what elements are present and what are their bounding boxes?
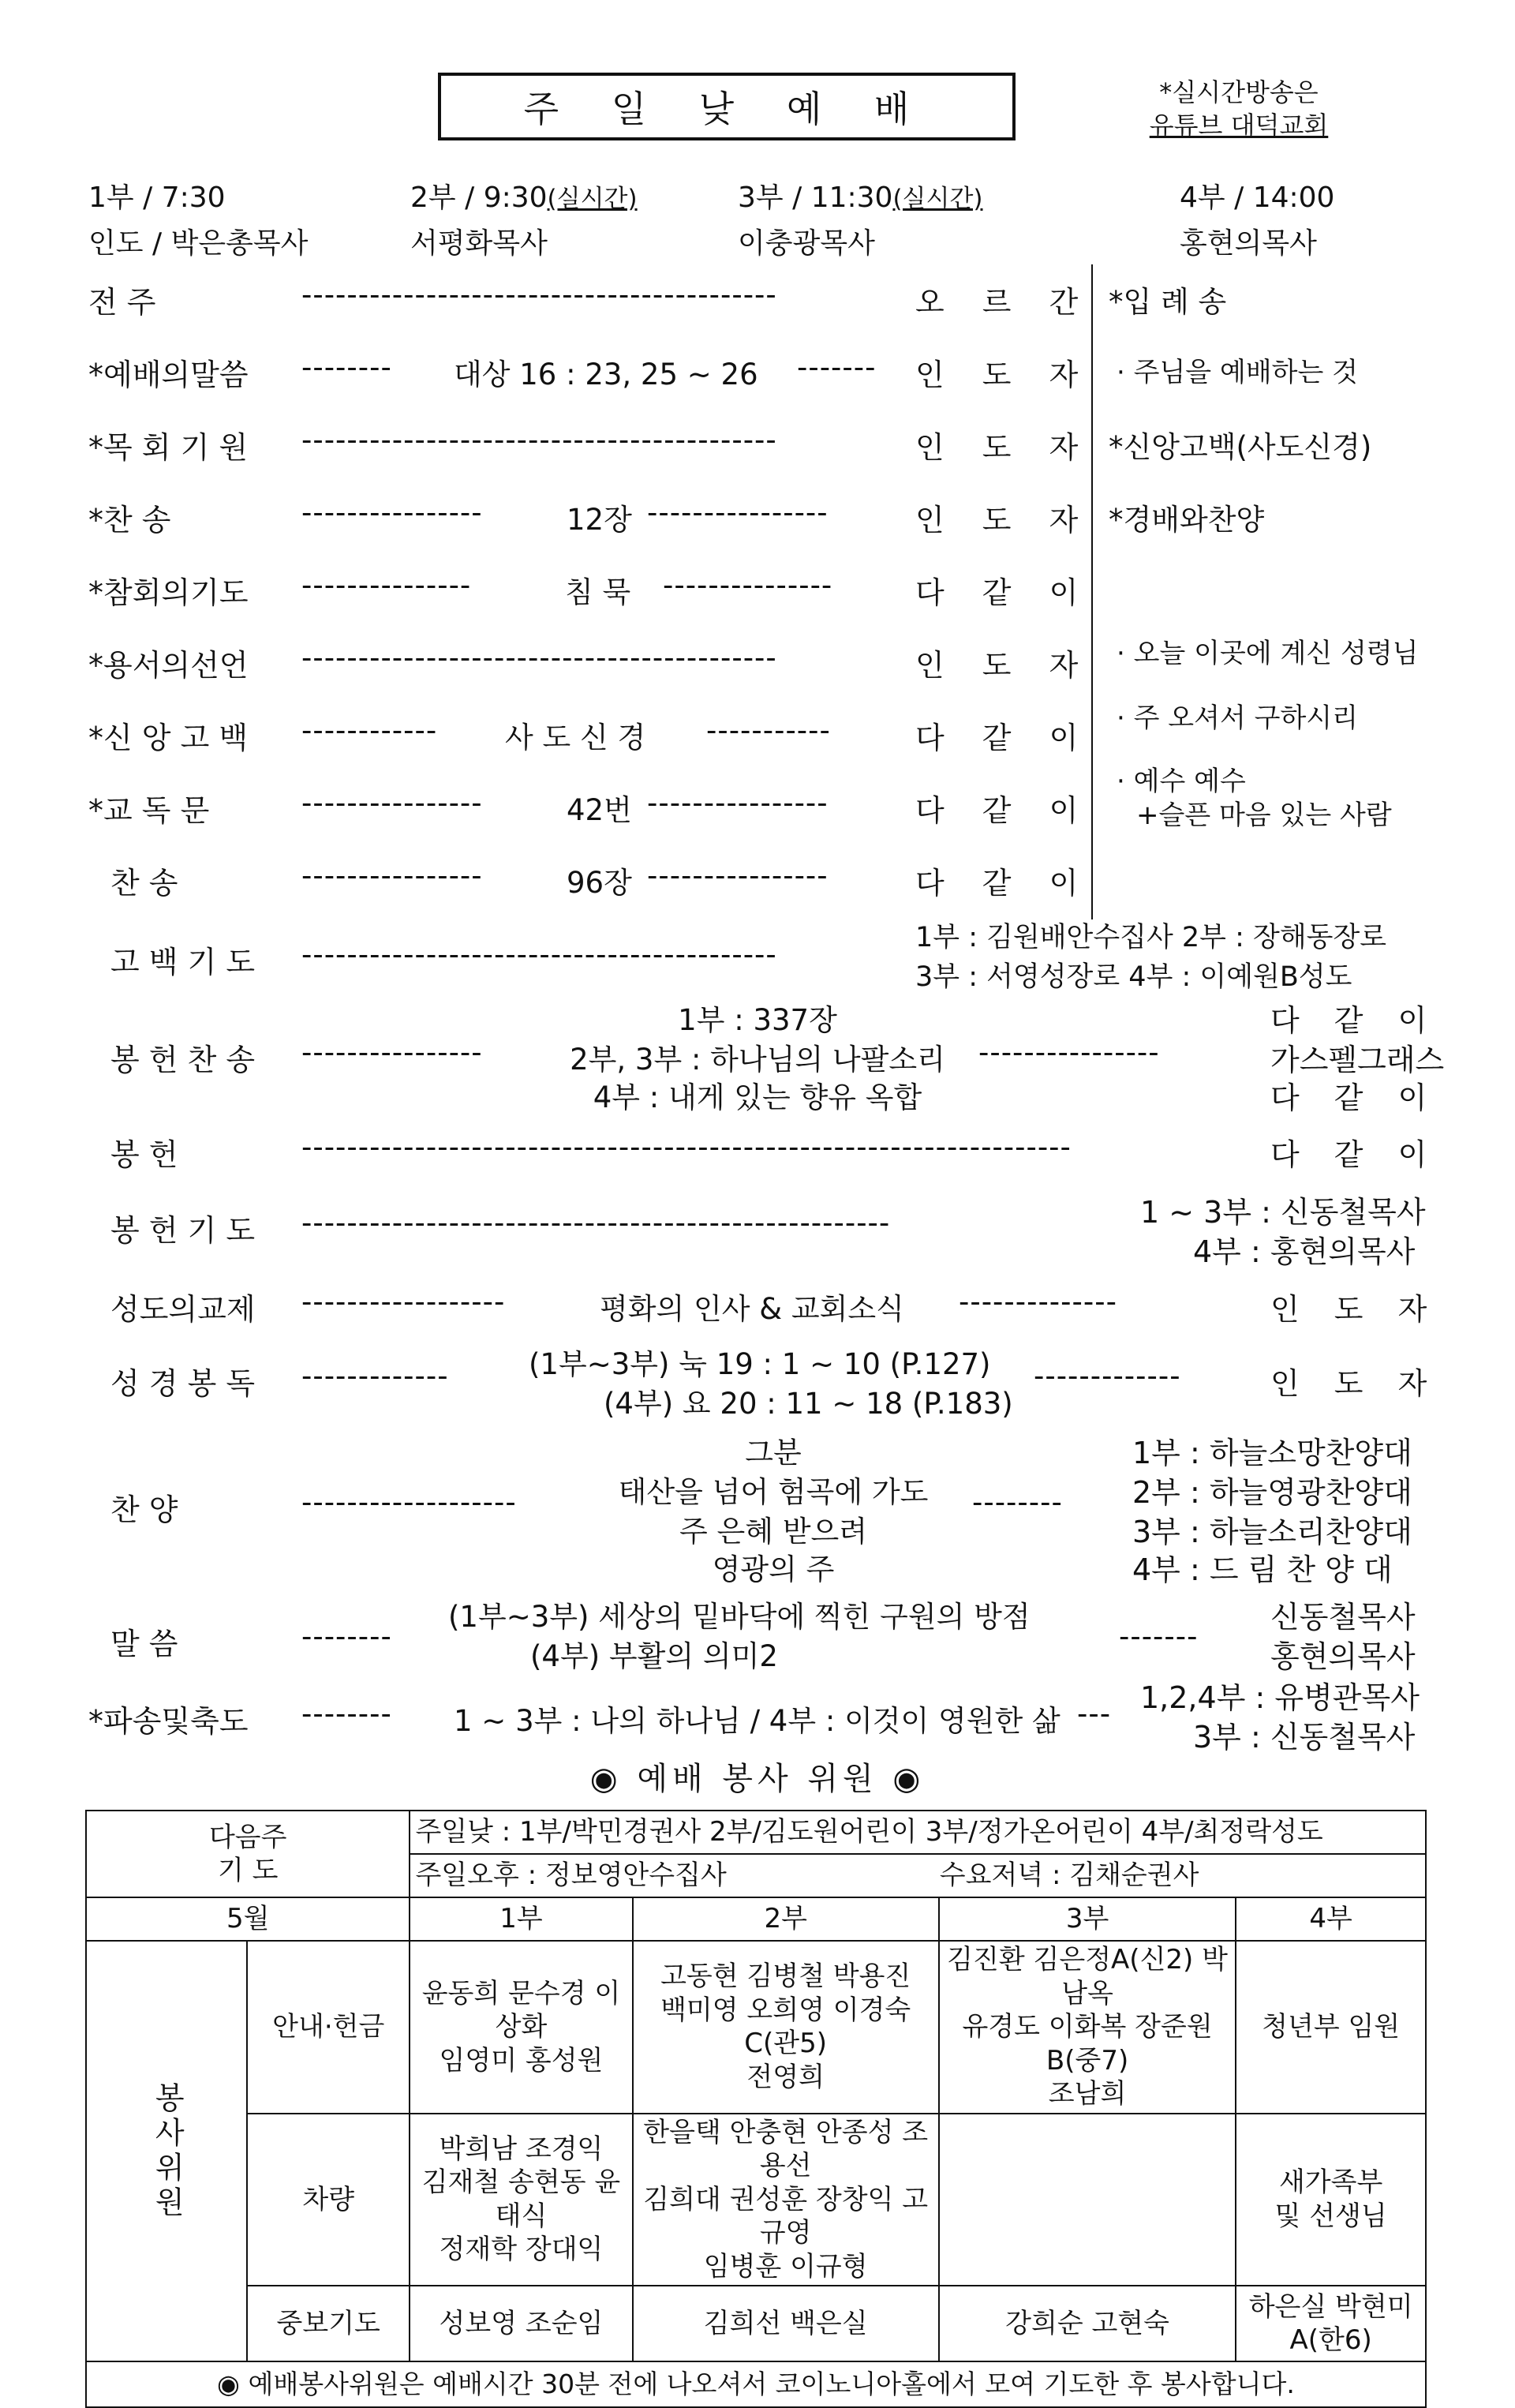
service-1-leader: 인도 / 박은총목사 bbox=[88, 227, 309, 260]
staff-cell: 한을택 안충현 안종성 조용선 김희대 권성훈 장창익 고규영 임병훈 이규형 bbox=[633, 2114, 939, 2286]
choir: 3부 : 하늘소리찬양대 bbox=[1132, 1515, 1412, 1549]
order-dash: --- bbox=[1077, 1697, 1112, 1731]
order-leader: 인 도 자 bbox=[1270, 1292, 1440, 1327]
side-note: · 오늘 이곳에 계신 성령님 bbox=[1117, 638, 1419, 669]
order-label: 전 주 bbox=[88, 285, 156, 320]
order-label: 성도의교제 bbox=[110, 1292, 256, 1327]
side-note: · 주님을 예배하는 것 bbox=[1117, 357, 1358, 388]
live-mark: (실시간) bbox=[892, 185, 983, 213]
order-dash: -------- bbox=[301, 350, 392, 384]
service-2-time: 2부 / 9:30(실시간) bbox=[410, 182, 638, 214]
order-content: 평화의 인사 & 교회소식 bbox=[600, 1292, 904, 1326]
order-leader: 인 도 자 bbox=[915, 358, 1093, 392]
hymn-performer: 가스펠그래스 bbox=[1270, 1043, 1445, 1077]
order-dash: ---------------- bbox=[301, 1035, 483, 1069]
order-dash: ---------------- bbox=[301, 786, 483, 820]
hymn-performer: 다 같 이 bbox=[1270, 1003, 1440, 1038]
staff-cell: 윤동희 문수경 이상화 임영미 홍성원 bbox=[410, 1941, 632, 2114]
order-label: 말 씀 bbox=[110, 1627, 178, 1661]
live-note-line2: 유튜브 대덕교회 bbox=[1149, 110, 1329, 140]
next-prayer-sunday: 주일낮 : 1부/박민경권사 2부/김도원어린이 3부/정가온어린이 4부/최정락성도 bbox=[410, 1811, 1426, 1854]
order-content: 12장 bbox=[567, 503, 632, 537]
order-dash: --------------- bbox=[663, 568, 833, 602]
order-dash: ---------------- bbox=[301, 496, 483, 530]
scripture-line: (1부~3부) 눅 19 : 1 ~ 10 (P.127) bbox=[529, 1347, 991, 1381]
staff-role: 중보기도 bbox=[247, 2286, 410, 2361]
staff-cell: 박희남 조경익 김재철 송현동 윤태식 정재학 장대익 bbox=[410, 2114, 632, 2286]
order-dash: ---------------------------------------------------- bbox=[301, 1206, 891, 1240]
service-2-leader: 서평화목사 bbox=[410, 227, 548, 260]
order-dash: ------------- bbox=[1034, 1359, 1181, 1393]
side-note: *입 례 송 bbox=[1109, 285, 1227, 319]
order-dash: -------------- bbox=[959, 1285, 1117, 1319]
service-1-time: 1부 / 7:30 bbox=[88, 182, 226, 214]
staff-role: 차량 bbox=[247, 2114, 410, 2286]
order-dash: ---------------- bbox=[647, 496, 829, 530]
order-dash: ------------------------------------------ bbox=[301, 278, 777, 312]
staff-group-label: 봉사위원 bbox=[86, 1941, 247, 2361]
service-3-leader: 이충광목사 bbox=[738, 227, 875, 260]
order-label: *용서의선언 bbox=[88, 648, 249, 683]
order-dash: -------- bbox=[301, 1697, 392, 1731]
anthem-line: 그분 bbox=[745, 1436, 802, 1470]
order-leader: 다 같 이 bbox=[915, 721, 1093, 755]
order-dash: ----------- bbox=[706, 713, 831, 747]
order-content: 42번 bbox=[567, 793, 632, 827]
staff-cell: 고동현 김병철 박용진 백미영 오희영 이경숙C(관5) 전영희 bbox=[633, 1941, 939, 2114]
live-note-line1: *실시간방송은 bbox=[1159, 77, 1319, 107]
staff-cell: 강희순 고현숙 bbox=[939, 2286, 1236, 2361]
side-note: +슬픈 마음 있는 사람 bbox=[1136, 800, 1392, 831]
staff-cell bbox=[939, 2114, 1236, 2286]
order-dash: ------------------- bbox=[301, 1485, 517, 1519]
staff-cell: 성보영 조순임 bbox=[410, 2286, 632, 2361]
order-content: 1 ~ 3부 : 나의 하나님 / 4부 : 이것이 영원한 삶 bbox=[454, 1704, 1060, 1738]
order-content: 96장 bbox=[567, 866, 632, 900]
preacher: 홍현의목사 bbox=[1270, 1639, 1416, 1674]
order-dash: ------------------------------------------ bbox=[301, 938, 777, 972]
order-leader: 인 도 자 bbox=[1270, 1366, 1440, 1401]
side-note: *경배와찬양 bbox=[1109, 503, 1265, 537]
order-leader: 다 같 이 bbox=[915, 866, 1093, 901]
order-dash: -------- bbox=[972, 1485, 1063, 1519]
order-label: 성 경 봉 독 bbox=[110, 1366, 256, 1401]
hymn-line: 4부 : 내게 있는 향유 옥합 bbox=[593, 1080, 922, 1114]
service-4-leader: 홍현의목사 bbox=[1180, 227, 1317, 260]
staff-cell: 하은실 박현미A(한6) bbox=[1236, 2286, 1426, 2361]
sermon-title: (4부) 부활의 의미2 bbox=[530, 1639, 778, 1673]
choir: 2부 : 하늘영광찬양대 bbox=[1132, 1475, 1412, 1510]
order-dash: ------------------ bbox=[301, 1285, 506, 1319]
order-label: 찬 송 bbox=[110, 866, 178, 901]
order-leader: 오 르 간 bbox=[915, 285, 1093, 320]
next-prayer-other: 주일오후 : 정보영안수집사 수요저녁 : 김채순권사 bbox=[410, 1854, 1426, 1897]
order-label: *목 회 기 원 bbox=[88, 430, 249, 465]
order-dash: ------------------------------------------ bbox=[301, 641, 777, 675]
staff-cell: 청년부 임원 bbox=[1236, 1941, 1426, 2114]
prayer-leader: 4부 : 홍현의목사 bbox=[1193, 1234, 1416, 1269]
order-label: *파송및축도 bbox=[88, 1704, 249, 1739]
hymn-line: 1부 : 337장 bbox=[678, 1003, 837, 1037]
anthem-line: 영광의 주 bbox=[712, 1552, 835, 1586]
order-label: *참회의기도 bbox=[88, 575, 249, 610]
page-title: 주 일 낮 예 배 bbox=[438, 73, 1016, 140]
anthem-line: 태산을 넘어 험곡에 가도 bbox=[618, 1475, 929, 1509]
pastor: 1,2,4부 : 유병관목사 bbox=[1140, 1680, 1420, 1715]
order-dash: ------- bbox=[1119, 1620, 1199, 1653]
side-note: · 예수 예수 bbox=[1117, 766, 1246, 797]
staff-cell: 새가족부 및 선생님 bbox=[1236, 2114, 1426, 2286]
order-leader: 인 도 자 bbox=[915, 430, 1093, 465]
hymn-performer: 다 같 이 bbox=[1270, 1080, 1440, 1115]
sermon-title: (1부~3부) 세상의 밑바닥에 찍힌 구원의 방점 bbox=[448, 1600, 1031, 1634]
staff-cell: 김희선 백은실 bbox=[633, 2286, 939, 2361]
part-header: 4부 bbox=[1236, 1897, 1426, 1941]
prayer-leader: 1부 : 김원배안수집사 2부 : 장해동장로 bbox=[915, 922, 1387, 953]
order-dash: ------------- bbox=[301, 1359, 449, 1393]
prayer-leader: 1 ~ 3부 : 신동철목사 bbox=[1140, 1195, 1426, 1230]
order-label: *찬 송 bbox=[88, 503, 171, 537]
order-leader: 다 같 이 bbox=[915, 793, 1093, 828]
prayer-leader: 3부 : 서영성장로 4부 : 이예원B성도 bbox=[915, 961, 1352, 993]
order-label: 봉 헌 bbox=[110, 1137, 178, 1172]
order-dash: --------------- bbox=[301, 568, 472, 602]
order-label: 찬 양 bbox=[110, 1492, 178, 1527]
order-label: *교 독 문 bbox=[88, 793, 210, 828]
side-note: *신앙고백(사도신경) bbox=[1109, 430, 1372, 464]
part-header: 3부 bbox=[939, 1897, 1236, 1941]
month-label: 5월 bbox=[86, 1897, 410, 1941]
order-dash: ------------------------------------------ bbox=[301, 423, 777, 457]
next-prayer-label: 다음주 기 도 bbox=[86, 1811, 410, 1897]
staff-cell: 김진환 김은정A(신2) 박남옥 유경도 이화복 장준원B(중7) 조남희 bbox=[939, 1941, 1236, 2114]
part-header: 1부 bbox=[410, 1897, 632, 1941]
order-content: 대상 16 : 23, 25 ~ 26 bbox=[454, 358, 758, 391]
order-content: 침 묵 bbox=[565, 575, 631, 609]
order-leader: 다 같 이 bbox=[1270, 1137, 1440, 1172]
order-dash: ---------------- bbox=[647, 786, 829, 820]
hymn-line: 2부, 3부 : 하나님의 나팔소리 bbox=[570, 1043, 945, 1077]
choir: 4부 : 드 림 찬 양 대 bbox=[1132, 1552, 1393, 1587]
service-4-time: 4부 / 14:00 bbox=[1180, 182, 1335, 214]
preacher: 신동철목사 bbox=[1270, 1600, 1416, 1635]
part-header: 2부 bbox=[633, 1897, 939, 1941]
order-leader: 인 도 자 bbox=[915, 648, 1093, 683]
service-3-time: 3부 / 11:30(실시간) bbox=[738, 182, 983, 214]
staff-footer-note: ◉ 예배봉사위원은 예배시간 30분 전에 나오셔서 코이노니아홀에서 모여 기도한 후 봉사합니다. bbox=[86, 2361, 1426, 2407]
pastor: 3부 : 신동철목사 bbox=[1193, 1720, 1416, 1755]
anthem-line: 주 은혜 받으려 bbox=[679, 1515, 867, 1549]
order-dash: ------------ bbox=[301, 713, 438, 747]
order-label: *신 앙 고 백 bbox=[88, 721, 249, 755]
choir: 1부 : 하늘소망찬양대 bbox=[1132, 1436, 1412, 1470]
order-label: 고 백 기 도 bbox=[110, 945, 256, 979]
order-dash: ---------------- bbox=[978, 1035, 1160, 1069]
order-label: *예배의말씀 bbox=[88, 358, 249, 392]
staff-role: 안내·헌금 bbox=[247, 1941, 410, 2114]
order-dash: ------- bbox=[797, 350, 877, 384]
order-label: 봉 헌 찬 송 bbox=[110, 1043, 256, 1077]
order-leader: 인 도 자 bbox=[915, 503, 1093, 537]
order-content: 사 도 신 경 bbox=[505, 721, 646, 755]
live-mark: (실시간) bbox=[547, 185, 638, 213]
order-dash: ---------------- bbox=[301, 859, 483, 893]
order-dash: -------------------------------------------------------------------- bbox=[301, 1130, 1072, 1164]
order-dash: -------- bbox=[301, 1620, 392, 1653]
staff-section-title: ◉ 예배 봉사 위원 ◉ bbox=[589, 1761, 926, 1797]
order-label: 봉 헌 기 도 bbox=[110, 1213, 256, 1248]
scripture-line: (4부) 요 20 : 11 ~ 18 (P.183) bbox=[604, 1387, 1013, 1421]
order-leader: 다 같 이 bbox=[915, 575, 1093, 610]
order-dash: ---------------- bbox=[647, 859, 829, 893]
side-note: · 주 오셔서 구하시리 bbox=[1117, 702, 1358, 734]
staff-table bbox=[85, 1810, 1427, 2408]
